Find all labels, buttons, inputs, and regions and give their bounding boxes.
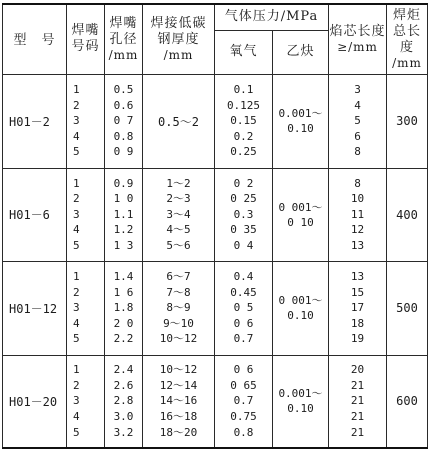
model-cell: H01－2	[3, 74, 67, 168]
tip-dia-cell: 0.9 1 0 1.1 1.2 1 3	[105, 168, 143, 261]
tip-no-cell: 1 2 3 4 5	[67, 355, 105, 448]
acetylene-cell: 0.001～ 0.10	[273, 74, 329, 168]
tip-no-cell: 1 2 3 4 5	[67, 261, 105, 355]
table-row	[3, 74, 428, 168]
tip-no-cell: 1 2 3 4 5	[67, 168, 105, 261]
acetylene-cell: 0 001～ 0.10	[273, 261, 329, 355]
oxygen-cell: 0.4 0.45 0 5 0 6 0.7	[215, 261, 273, 355]
table-row	[3, 261, 428, 355]
model-cell: H01－6	[3, 168, 67, 261]
thickness-cell: 1～2 2～3 3～4 4～5 5～6	[143, 168, 215, 261]
tip-no-cell: 1 2 3 4 5	[67, 74, 105, 168]
oxygen-cell: 0.1 0.125 0.15 0.2 0.25	[215, 74, 273, 168]
tip-dia-cell: 2.4 2.6 2.8 3.0 3.2	[105, 355, 143, 448]
thickness-cell: 0.5～2	[143, 74, 215, 168]
table-row	[3, 355, 428, 448]
tip-dia-cell: 1.4 1 6 1.8 2 0 2.2	[105, 261, 143, 355]
core-len-cell: 8 10 11 12 13	[329, 168, 387, 261]
model-cell: H01－12	[3, 261, 67, 355]
tip-dia-cell: 0.5 0.6 0 7 0.8 0 9	[105, 74, 143, 168]
header-pressure: 气体压力/MPa	[215, 4, 329, 30]
core-len-cell: 3 4 5 6 8	[329, 74, 387, 168]
core-len-cell: 13 15 17 18 19	[329, 261, 387, 355]
oxygen-cell: 0 6 0 65 0.7 0.75 0.8	[215, 355, 273, 448]
header-tip-no: 焊嘴 号码	[67, 4, 105, 74]
thickness-cell: 6～7 7～8 8～9 9～10 10～12	[143, 261, 215, 355]
acetylene-cell: 0 001～ 0 10	[273, 168, 329, 261]
header-model: 型 号	[3, 4, 67, 74]
header-oxygen: 氧气	[215, 30, 273, 74]
total-len-cell: 600	[387, 355, 428, 448]
thickness-cell: 10～12 12～14 14～16 16～18 18～20	[143, 355, 215, 448]
total-len-cell: 400	[387, 168, 428, 261]
header-row-1	[3, 4, 428, 30]
header-total-len: 焊炬 总长度 /mm	[387, 4, 428, 74]
oxygen-cell: 0 2 0 25 0.3 0 35 0 4	[215, 168, 273, 261]
acetylene-cell: 0.001～ 0.10	[273, 355, 329, 448]
header-tip-dia: 焊嘴 孔径 /mm	[105, 4, 143, 74]
header-acetylene: 乙炔	[273, 30, 329, 74]
header-thickness: 焊接低碳 钢厚度 /mm	[143, 4, 215, 74]
total-len-cell: 300	[387, 74, 428, 168]
header-core-len: 焰芯长度 ≥/mm	[329, 4, 387, 74]
total-len-cell: 500	[387, 261, 428, 355]
welding-torch-spec-table	[2, 3, 428, 449]
core-len-cell: 20 21 21 21 21	[329, 355, 387, 448]
table-row	[3, 168, 428, 261]
model-cell: H01－20	[3, 355, 67, 448]
